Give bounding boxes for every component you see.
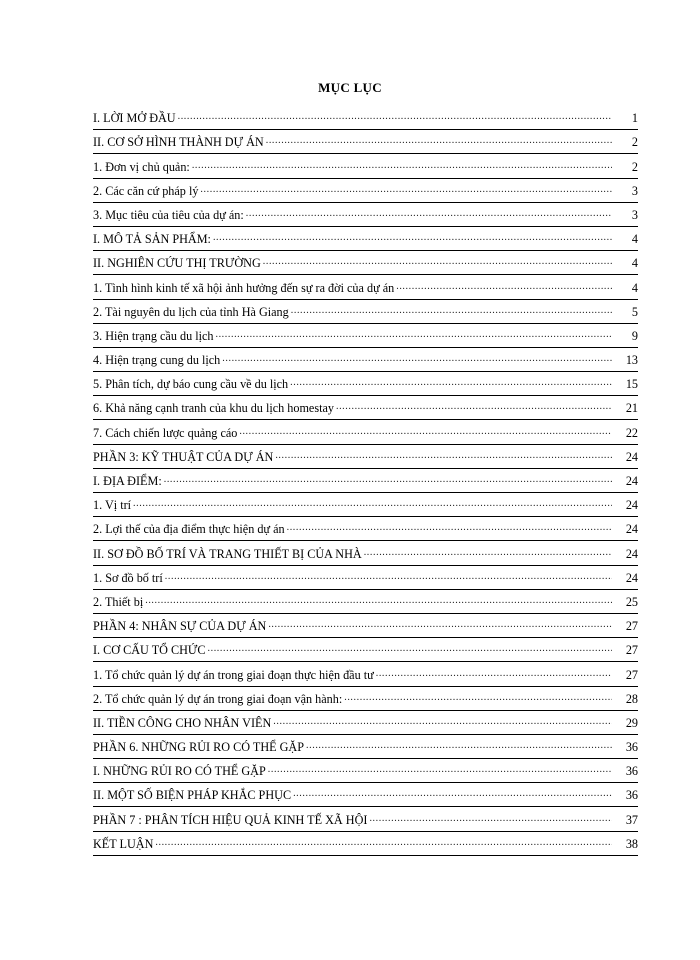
toc-dot-leader	[369, 812, 612, 826]
toc-entry-page: 3	[631, 183, 638, 198]
toc-entry-label: I. CƠ CẤU TỔ CHỨC	[93, 643, 206, 658]
toc-entry[interactable]	[93, 469, 638, 493]
toc-entry-page: 21	[625, 401, 638, 416]
toc-dot-leader	[165, 570, 612, 584]
toc-entry-label: PHẦN 4: NHÂN SỰ CỦA DỰ ÁN	[93, 619, 267, 634]
toc-entry-label: 1. Tổ chức quản lý dự án trong giai đoạn thực hiện đầu tư	[93, 667, 374, 682]
toc-dot-leader	[266, 134, 612, 148]
toc-dot-leader	[192, 159, 612, 173]
toc-entry-page: 24	[625, 449, 638, 464]
toc-entry[interactable]	[93, 372, 638, 396]
toc-entry-page: 24	[625, 546, 638, 561]
toc-entry-page: 4	[631, 256, 638, 271]
toc-dot-leader	[336, 400, 612, 414]
toc-entry-label: I. ĐỊA ĐIỂM:	[93, 474, 162, 488]
toc-entry-page: 13	[625, 353, 638, 368]
toc-entry-page: 27	[625, 619, 638, 634]
toc-entry-label: I. LỜI MỞ ĐẦU	[93, 111, 176, 126]
toc-entry-page: 24	[625, 522, 638, 537]
toc-entry-label: KẾT LUẬN	[93, 836, 154, 851]
toc-entry[interactable]	[93, 179, 638, 203]
toc-entry-label: 7. Cách chiến lược quảng cáo	[93, 425, 238, 440]
toc-entry-page: 37	[625, 812, 638, 827]
toc-entry-label: 2. Thiết bị	[93, 594, 144, 609]
toc-entry-label: PHẦN 3: KỸ THUẬT CỦA DỰ ÁN	[93, 449, 274, 464]
toc-entry-label: 6. Khả năng cạnh tranh của khu du lịch homestay	[93, 401, 334, 416]
toc-entry-page: 36	[625, 788, 638, 803]
toc-entry-page: 27	[625, 643, 638, 658]
toc-entry-label: II. MỘT SỐ BIỆN PHÁP KHẮC PHỤC	[93, 788, 292, 803]
toc-entry[interactable]	[93, 590, 638, 614]
toc-entry-label: I. NHỮNG RỦI RO CÓ THỂ GẶP	[93, 764, 266, 779]
toc-dot-leader	[239, 425, 612, 439]
toc-entry-page: 24	[625, 570, 638, 585]
toc-entry-page: 4	[631, 280, 638, 295]
toc-entry[interactable]	[93, 759, 638, 783]
toc-entry-label: 1. Sơ đồ bố trí	[93, 570, 163, 585]
toc-entry[interactable]	[93, 275, 638, 299]
toc-entry-label: PHẦN 6. NHỮNG RỦI RO CÓ THỂ GẶP	[93, 740, 305, 755]
toc-dot-leader	[246, 207, 612, 221]
toc-dot-leader	[287, 521, 612, 535]
toc-entry-page: 1	[631, 111, 638, 126]
toc-entry[interactable]	[93, 711, 638, 735]
toc-entry-page: 9	[631, 328, 638, 343]
toc-dot-leader	[164, 473, 612, 487]
toc-entry[interactable]	[93, 154, 638, 178]
toc-entry[interactable]	[93, 687, 638, 711]
toc-dot-leader	[200, 183, 612, 197]
toc-entry-page: 24	[625, 474, 638, 488]
toc-dot-leader	[213, 231, 612, 245]
toc-entry-page: 27	[625, 667, 638, 682]
toc-entry-label: 5. Phân tích, dự báo cung cầu về du lịch	[93, 377, 289, 392]
toc-entry-label: 2. Lợi thế của địa điểm thực hiện dự án	[93, 522, 285, 537]
toc-entry[interactable]	[93, 517, 638, 541]
toc-entry-page: 2	[631, 159, 638, 174]
toc-entry[interactable]	[93, 807, 638, 831]
toc-entry[interactable]	[93, 662, 638, 686]
toc-entry-label: 3. Mục tiêu của tiêu của dự án:	[93, 207, 244, 222]
toc-entry-page: 29	[625, 715, 638, 730]
toc-dot-leader	[268, 763, 612, 777]
toc-entry[interactable]	[93, 832, 638, 856]
table-of-contents	[93, 106, 638, 856]
toc-entry[interactable]	[93, 396, 638, 420]
toc-entry[interactable]	[93, 106, 638, 130]
toc-entry-page: 2	[631, 135, 638, 150]
toc-entry[interactable]	[93, 300, 638, 324]
toc-entry-page: 36	[625, 764, 638, 779]
toc-title: MỤC LỤC	[318, 80, 382, 95]
toc-dot-leader	[273, 715, 612, 729]
toc-entry-label: 2. Tổ chức quản lý dự án trong giai đoạn vận hành:	[93, 691, 343, 706]
toc-entry-label: PHẦN 7 : PHÂN TÍCH HIỆU QUẢ KINH TẾ XÃ HỘI	[93, 812, 368, 827]
toc-entry[interactable]	[93, 227, 638, 251]
toc-entry-label: 3. Hiện trạng cầu du lịch	[93, 328, 214, 343]
toc-dot-leader	[293, 787, 612, 801]
toc-dot-leader	[222, 352, 612, 366]
toc-entry-label: 1. Tình hình kinh tế xã hội ảnh hưởng đến sự ra đời của dự án	[93, 280, 395, 295]
toc-dot-leader	[291, 304, 612, 318]
toc-entry-label: 2. Các căn cứ pháp lý	[93, 183, 199, 198]
toc-entry[interactable]	[93, 130, 638, 154]
toc-dot-leader	[306, 739, 612, 753]
toc-entry[interactable]	[93, 493, 638, 517]
toc-entry-label: I. MÔ TẢ SẢN PHẨM:	[93, 232, 211, 247]
toc-entry-page: 4	[631, 232, 638, 247]
toc-dot-leader	[275, 449, 612, 463]
toc-dot-leader	[208, 642, 613, 656]
toc-entry-label: 2. Tài nguyên du lịch của tỉnh Hà Giang	[93, 304, 289, 319]
toc-entry[interactable]	[93, 541, 638, 565]
toc-entry[interactable]	[93, 614, 638, 638]
toc-entry-page: 24	[625, 498, 638, 513]
toc-dot-leader	[268, 618, 612, 632]
toc-entry-page: 15	[625, 377, 638, 392]
toc-entry-label: 1. Vị trí	[93, 498, 132, 513]
toc-entry-page: 36	[625, 740, 638, 755]
toc-entry[interactable]	[93, 735, 638, 759]
toc-dot-leader	[145, 594, 612, 608]
toc-entry-label: II. CƠ SỞ HÌNH THÀNH DỰ ÁN	[93, 135, 264, 150]
toc-entry-page: 38	[625, 836, 638, 851]
toc-entry-page: 3	[631, 207, 638, 222]
toc-entry[interactable]	[93, 566, 638, 590]
toc-entry[interactable]	[93, 324, 638, 348]
toc-entry-label: 1. Đơn vị chủ quản:	[93, 159, 190, 174]
toc-entry[interactable]	[93, 783, 638, 807]
toc-dot-leader	[133, 497, 612, 511]
toc-dot-leader	[155, 836, 612, 850]
toc-entry-page: 5	[631, 304, 638, 319]
toc-entry[interactable]	[93, 251, 638, 275]
toc-dot-leader	[396, 280, 612, 294]
toc-entry-page: 22	[625, 425, 638, 440]
toc-entry[interactable]	[93, 638, 638, 662]
toc-dot-leader	[215, 328, 612, 342]
toc-dot-leader	[263, 255, 612, 269]
toc-entry[interactable]	[93, 203, 638, 227]
toc-dot-leader	[178, 110, 612, 124]
toc-dot-leader	[290, 376, 612, 390]
toc-entry-page: 28	[625, 691, 638, 706]
toc-entry-label: II. NGHIÊN CỨU THỊ TRƯỜNG	[93, 256, 261, 271]
toc-dot-leader	[364, 546, 612, 560]
toc-entry[interactable]	[93, 420, 638, 444]
toc-entry[interactable]	[93, 348, 638, 372]
toc-entry-page: 25	[625, 594, 638, 609]
toc-dot-leader	[344, 691, 612, 705]
toc-entry-label: II. TIỀN CÔNG CHO NHÂN VIÊN	[93, 715, 272, 730]
toc-dot-leader	[376, 667, 612, 681]
toc-entry-label: II. SƠ ĐỒ BỐ TRÍ VÀ TRANG THIẾT BỊ CỦA NHÀ	[93, 546, 362, 561]
toc-entry[interactable]	[93, 445, 638, 469]
toc-entry-label: 4. Hiện trạng cung du lịch	[93, 353, 221, 368]
